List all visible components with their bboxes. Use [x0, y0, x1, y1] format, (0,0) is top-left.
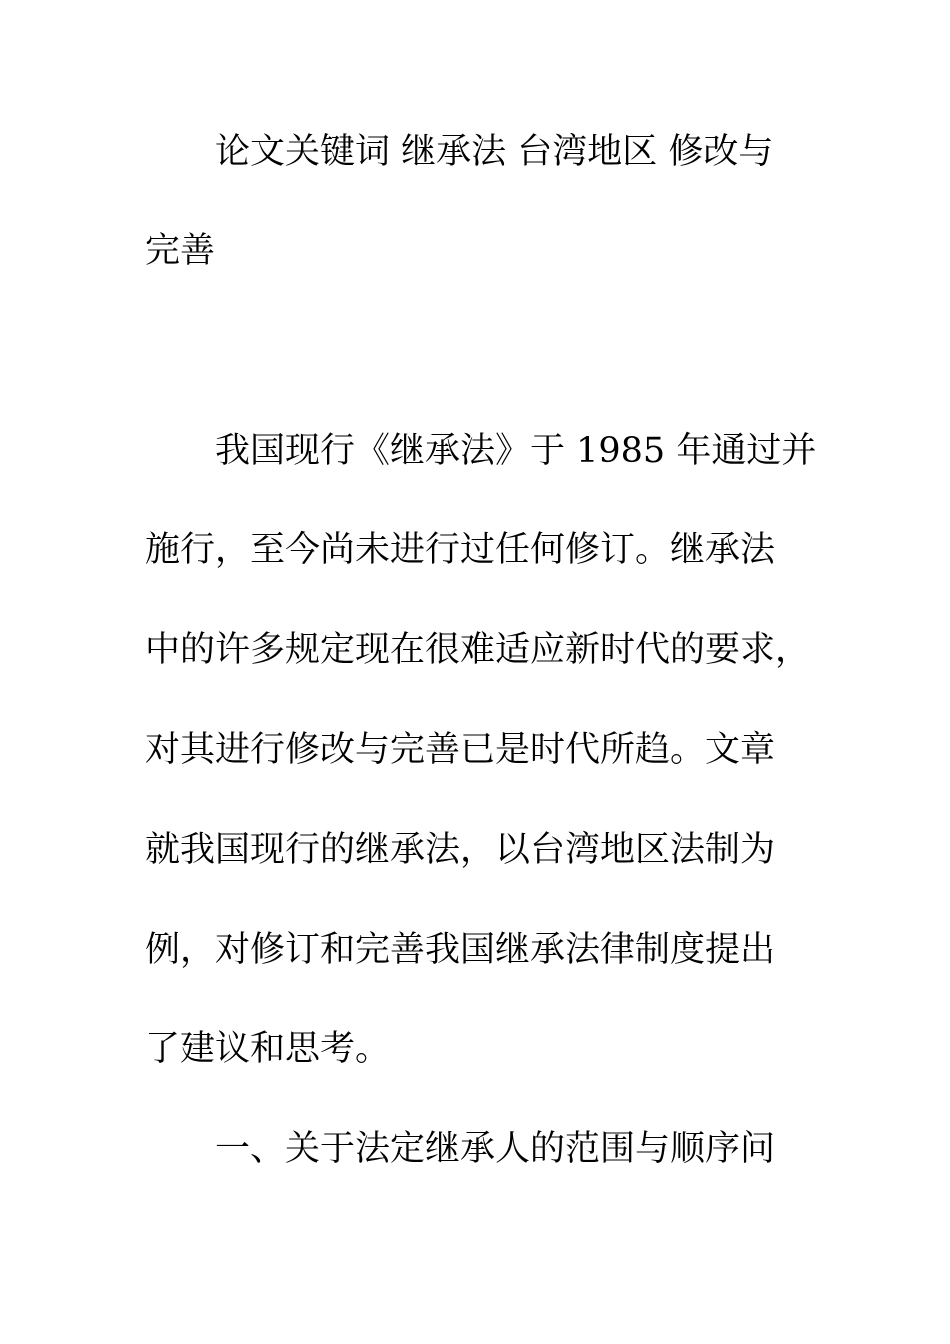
- abstract-line-7: 了建议和思考。: [145, 1029, 391, 1069]
- keywords-line-2: 完善: [145, 231, 216, 271]
- section-heading-line-1: 一、关于法定继承人的范围与顺序问: [215, 1129, 776, 1169]
- abstract-line-1: 我国现行《继承法》于 1985 年通过并: [215, 431, 817, 471]
- abstract-line-2: 施行，至今尚未进行过任何修订。继承法: [145, 530, 776, 570]
- abstract-line-5: 就我国现行的继承法，以台湾地区法制为: [145, 830, 776, 870]
- abstract-line-4: 对其进行修改与完善已是时代所趋。文章: [145, 730, 776, 770]
- abstract-line-3: 中的许多规定现在很难适应新时代的要求，: [145, 630, 811, 670]
- abstract-line-6: 例，对修订和完善我国继承法律制度提出: [145, 930, 776, 970]
- keywords-line-1: 论文关键词 继承法 台湾地区 修改与: [215, 132, 774, 172]
